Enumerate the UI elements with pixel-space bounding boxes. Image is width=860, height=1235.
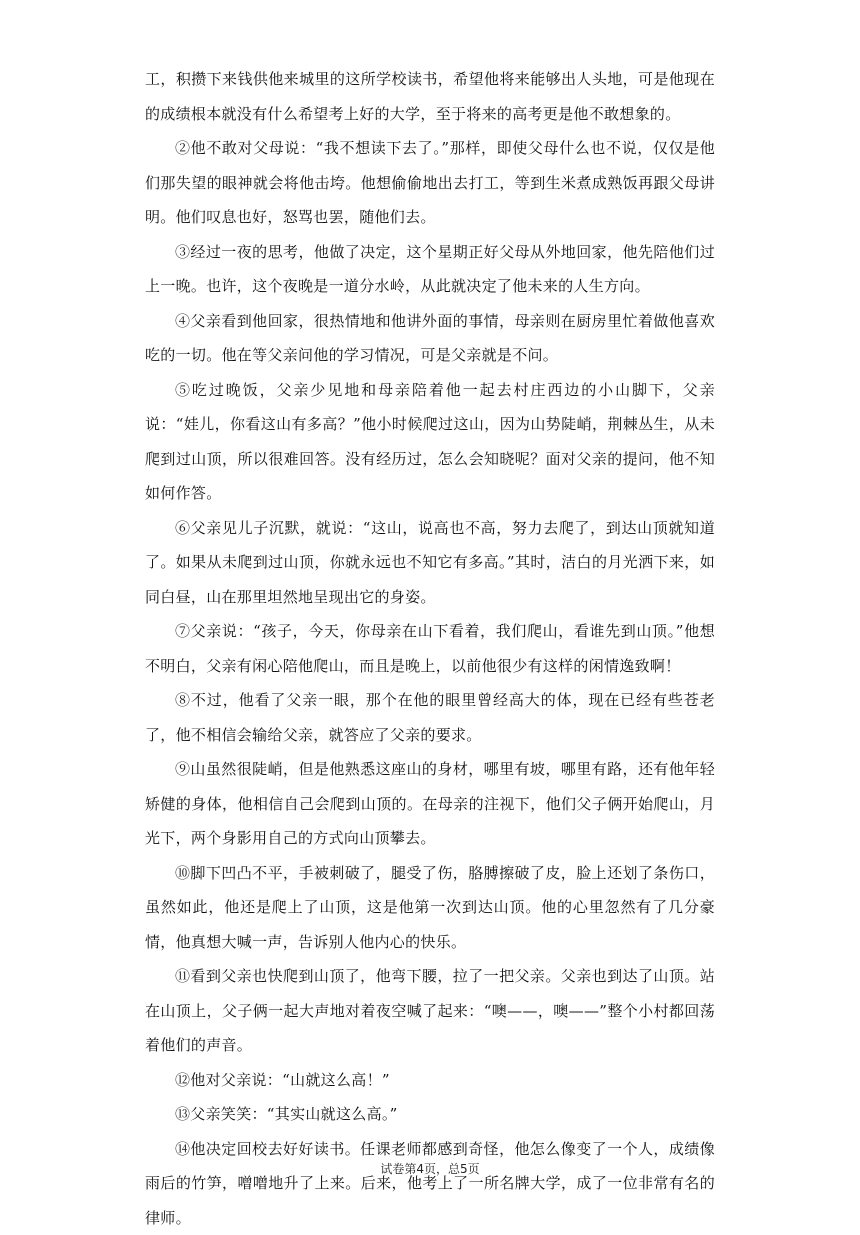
paragraph-10: ⑩脚下凹凸不平，手被刺破了，腿受了伤，胳膊擦破了皮，脸上还划了条伤口，虽然如此，他还是爬上了山顶，这是他第一次到达山顶。他的心里忽然有了几分豪情，他真想大喊一声，告诉别人他内心的快乐。 [145,856,715,960]
paragraph-11: ⑪看到父亲也快爬到山顶了，他弯下腰，拉了一把父亲。父亲也到达了山顶。站在山顶上，父子俩一起大声地对着夜空喊了起来：“噢——，噢——”整个小村都回荡着他们的声音。 [145,959,715,1063]
paragraph-continuation: 工，积攒下来钱供他来城里的这所学校读书，希望他将来能够出人头地，可是他现在的成绩根本就没有什么希望考上好的大学，至于将来的高考更是他不敢想象的。 [145,62,715,131]
paragraph-9: ⑨山虽然很陡峭，但是他熟悉这座山的身材，哪里有坡，哪里有路，还有他年轻矫健的身体，他相信自己会爬到山顶的。在母亲的注视下，他们父子俩开始爬山，月光下，两个身影用自己的方式向山顶攀去。 [145,752,715,856]
paragraph-3: ③经过一夜的思考，他做了决定，这个星期正好父母从外地回家，他先陪他们过上一晚。也许，这个夜晚是一道分水岭，从此就决定了他未来的人生方向。 [145,235,715,304]
paragraph-12: ⑫他对父亲说：“山就这么高！” [145,1063,715,1098]
paragraph-14: ⑭他决定回校去好好读书。任课老师都感到奇怪，他怎么像变了一个人，成绩像雨后的竹笋，噌噌地升了上来。后来，他考上了一所名牌大学，成了一位非常有名的律师。 [145,1132,715,1235]
paragraph-6: ⑥父亲见儿子沉默，就说：“这山，说高也不高，努力去爬了，到达山顶就知道了。如果从未爬到过山顶，你就永远也不知它有多高。”其时，洁白的月光洒下来，如同白昼，山在那里坦然地呈现出它的身姿。 [145,511,715,615]
paragraph-4: ④父亲看到他回家，很热情地和他讲外面的事情，母亲则在厨房里忙着做他喜欢吃的一切。他在等父亲问他的学习情况，可是父亲就是不问。 [145,304,715,373]
paragraph-7: ⑦父亲说：“孩子，今天，你母亲在山下看着，我们爬山，看谁先到山顶。”他想不明白，父亲有闲心陪他爬山，而且是晚上，以前他很少有这样的闲情逸致啊！ [145,614,715,683]
paragraph-8: ⑧不过，他看了父亲一眼，那个在他的眼里曾经高大的体，现在已经有些苍老了，他不相信会输给父亲，就答应了父亲的要求。 [145,683,715,752]
document-body [145,62,715,1235]
page-footer: 试卷第4页，总5页 [0,1160,860,1177]
paragraph-13: ⑬父亲笑笑：“其实山就这么高。” [145,1097,715,1132]
paragraph-2: ②他不敢对父母说：“我不想读下去了。”那样，即使父母什么也不说，仅仅是他们那失望的眼神就会将他击垮。他想偷偷地出去打工，等到生米煮成熟饭再跟父母讲明。他们叹息也好，怒骂也罢，随他们去。 [145,131,715,235]
paragraph-5: ⑤吃过晚饭，父亲少见地和母亲陪着他一起去村庄西边的小山脚下，父亲说：“娃儿，你看这山有多高？”他小时候爬过这山，因为山势陡峭，荆棘丛生，从未爬到过山顶，所以很难回答。没有经历过，怎么会知晓呢？面对父亲的提问，他不知如何作答。 [145,373,715,511]
